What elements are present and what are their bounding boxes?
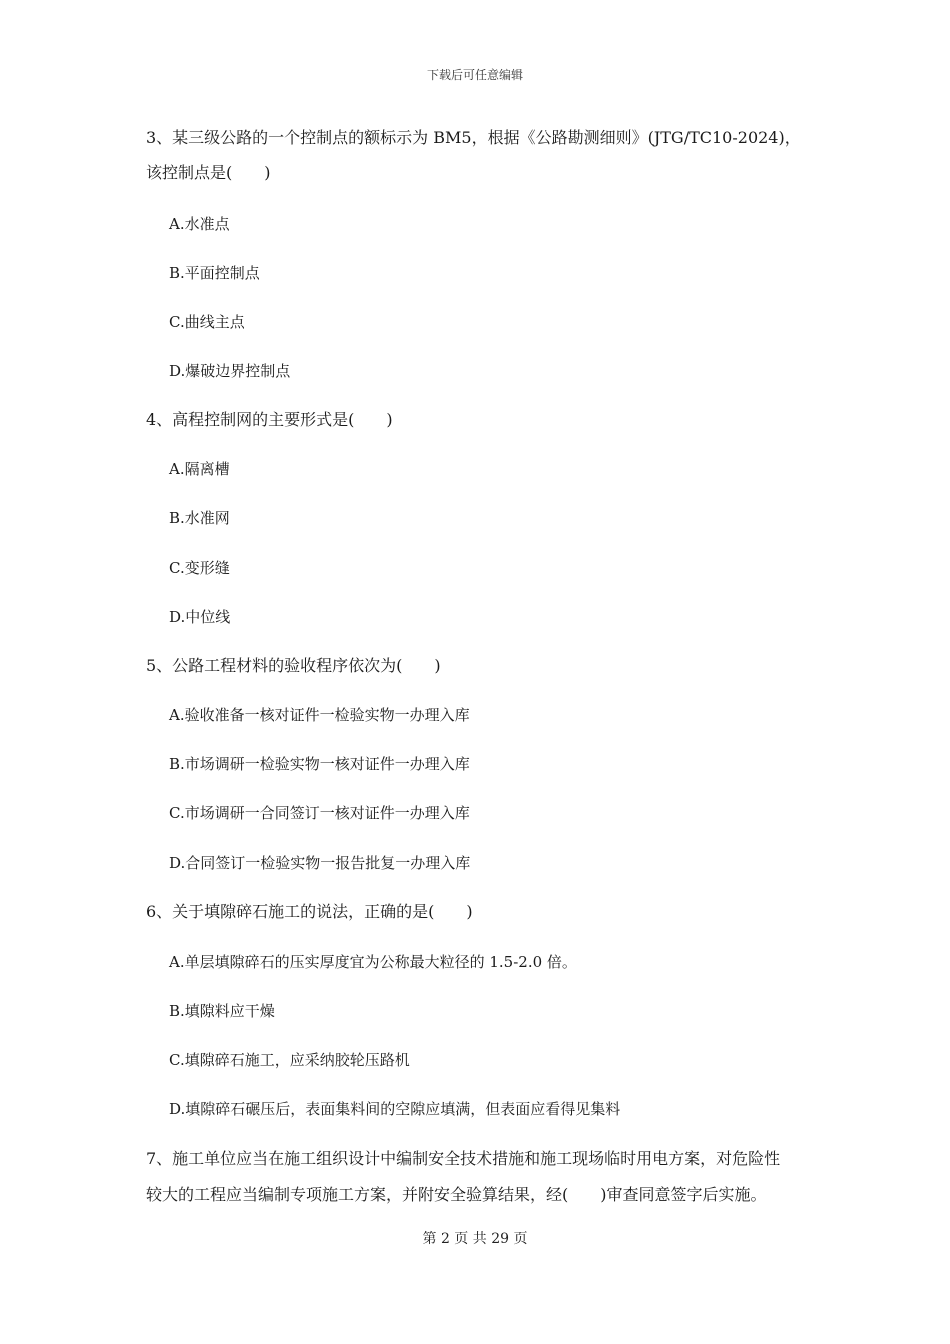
question-5-option-c: C.市场调研一合同签订一核对证件一办理入库: [169, 804, 470, 822]
question-3-stem-line-2: 该控制点是( ): [146, 163, 271, 182]
question-4-stem: 4、高程控制网的主要形式是( ): [146, 410, 393, 429]
question-4-option-c: C.变形缝: [169, 559, 230, 577]
question-4-option-d: D.中位线: [169, 608, 231, 626]
question-7-stem-line-2: 较大的工程应当编制专项施工方案，并附安全验算结果，经( )审查同意签字后实施。: [146, 1185, 767, 1204]
question-3-option-a: A.水准点: [169, 215, 230, 233]
question-3-option-d: D.爆破边界控制点: [169, 362, 291, 380]
question-7-stem-line-1: 7、施工单位应当在施工组织设计中编制安全技术措施和施工现场临时用电方案，对危险性: [146, 1149, 781, 1168]
question-6-option-a: A.单层填隙碎石的压实厚度宜为公称最大粒径的 1.5-2.0 倍。: [169, 953, 577, 971]
question-3-option-b: B.平面控制点: [169, 264, 260, 282]
question-3-stem-line-1: 3、某三级公路的一个控制点的额标示为 BM5，根据《公路勘测细则》(JTG/TC10-2024)，: [146, 128, 801, 147]
question-4-option-b: B.水准网: [169, 509, 230, 527]
question-5-option-d: D.合同签订一检验实物一报告批复一办理入库: [169, 854, 471, 872]
question-6-option-d: D.填隙碎石碾压后，表面集料间的空隙应填满，但表面应看得见集料: [169, 1100, 621, 1118]
question-6-option-c: C.填隙碎石施工，应采纳胶轮压路机: [169, 1051, 410, 1069]
page-header: 下载后可任意编辑: [426, 68, 523, 82]
question-3-option-c: C.曲线主点: [169, 313, 245, 331]
question-5-option-b: B.市场调研一检验实物一核对证件一办理入库: [169, 755, 470, 773]
question-6-stem: 6、关于填隙碎石施工的说法，正确的是( ): [146, 902, 473, 921]
question-4-option-a: A.隔离槽: [169, 460, 230, 478]
page-footer: 第 2 页 共 29 页: [422, 1231, 528, 1247]
question-5-stem: 5、公路工程材料的验收程序依次为( ): [146, 656, 441, 675]
question-6-option-b: B.填隙料应干燥: [169, 1002, 275, 1020]
question-5-option-a: A.验收准备一核对证件一检验实物一办理入库: [169, 706, 470, 724]
